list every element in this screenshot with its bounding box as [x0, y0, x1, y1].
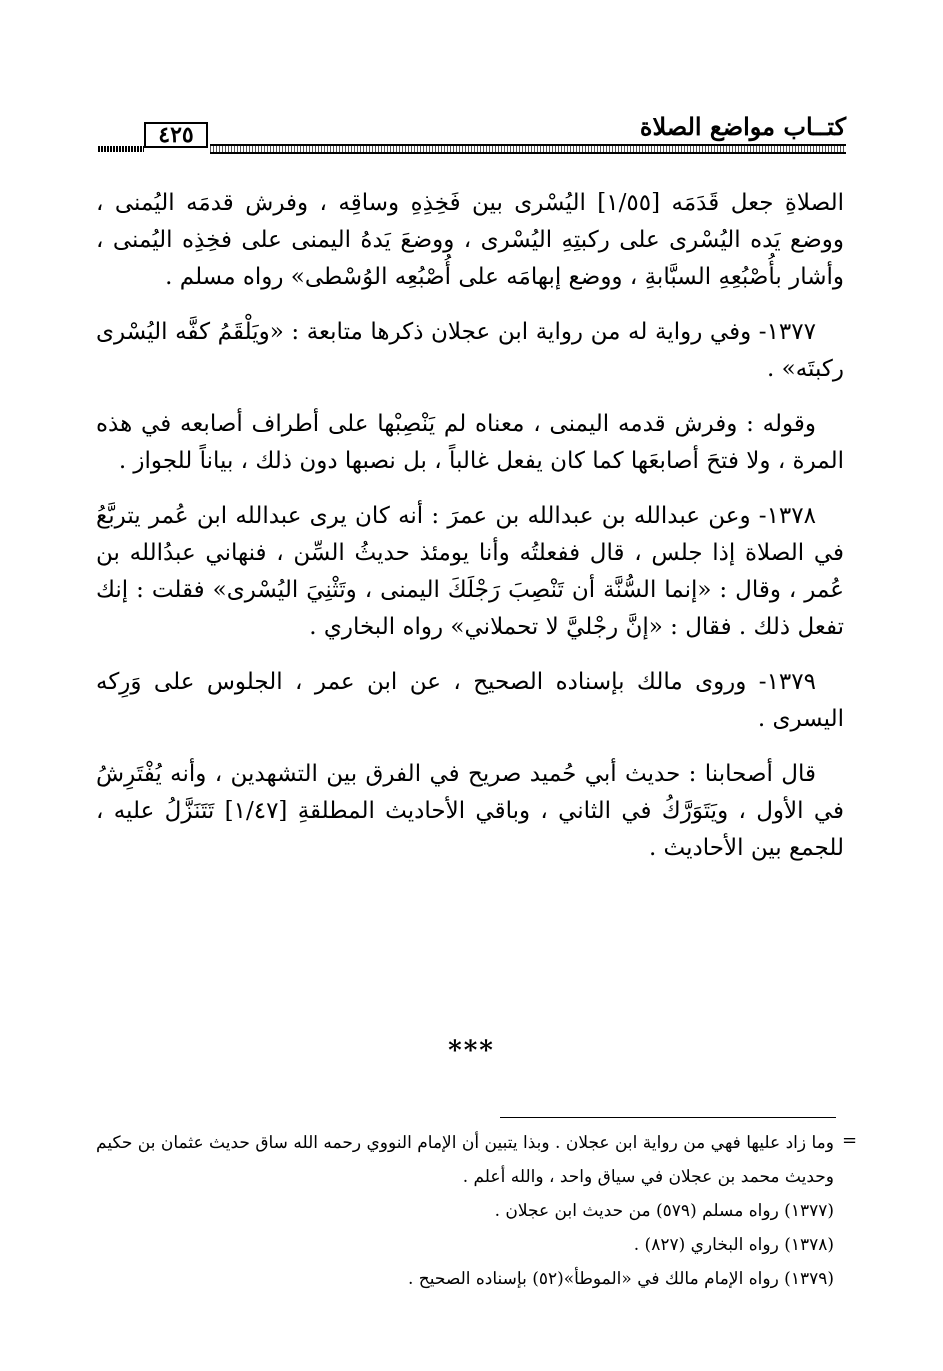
- footnote-1377: (١٣٧٧) رواه مسلم (٥٧٩) من حديث ابن عجلان .: [494, 1201, 834, 1221]
- header-rule-left: [98, 146, 144, 152]
- hadith-1378: ١٣٧٨- وعن عبدالله بن عبدالله بن عمرَ : أنه كان يرى عبدالله ابن عُمر يتربَّعُ في الصلاة إذا جلس ، قال ففعلتُه وأنا يومئذ حديثُ السِّن ، فنهاني عبدُالله بن عُمر ، وقال : «إنما السُّنَّة أن تَنْصِبَ رَجْلَكَ اليمنى ، وتَثْنِيَ اليُسْرى» فقلت : إنك تفعل ذلك . فقال : «إنَّ رجْليَّ لا تحملاني» رواه البخاري .: [96, 503, 844, 640]
- hadith-1377: ١٣٧٧- وفي رواية له من رواية ابن عجلان ذكرها متابعة : «ويَلْقَمُ كفَّه اليُسْرى ركبتَه» .: [96, 319, 844, 382]
- paragraph-continuation: الصلاةِ جعل قَدَمَه [١/٥٥] اليُسْرى بين فَخِذِهِ وساقِه ، وفرش قدمَه اليُمنى ، ووضع يَده اليُسْرى على ركبتِهِ اليُسْرى ، ووضعَ يَدهُ اليمنى على فخِذِه اليُمنى ، وأشار بأُصْبُعِهِ السبَّابةِ ، ووضع إبهامَه على أُصْبُعِه الوُسْطى» رواه مسلم .: [96, 190, 845, 290]
- running-title: كتــاب مواضع الصلاة: [639, 112, 846, 141]
- footnote-1379: (١٣٧٩) رواه الإمام مالك في «الموطأ»(٥٢) بإسناده الصحيح .: [407, 1269, 834, 1289]
- page-header: [98, 108, 846, 158]
- footnote-1378: (١٣٧٨) رواه البخاري (٨٢٧) .: [633, 1235, 834, 1255]
- hadith-1379: ١٣٧٩- وروى مالك بإسناده الصحيح ، عن ابن عمر ، الجلوس على وَرِكه اليسرى .: [96, 669, 844, 732]
- footnotes: [96, 1126, 834, 1296]
- page-number: ٤٢٥: [144, 122, 208, 148]
- footnote-continuation: وما زاد عليها فهي من رواية ابن عجلان . وبذا يتبين أن الإمام النووي رحمه الله ساق حديث عثمان بن حكيم وحديث محمد بن عجلان في سياق واحد ، والله أعلم .: [96, 1133, 834, 1187]
- commentary-paragraph: وقوله : وفرش قدمه اليمنى ، معناه لم يَنْصِبْها على أطراف أصابعه في هذه المرة ، ولا فتحَ أصابعَها كما كان يفعل غالباً ، بل نصبها دون ذلك ، بياناً للجواز .: [96, 411, 844, 474]
- section-separator: ***: [448, 1036, 495, 1066]
- main-text: [96, 185, 844, 885]
- footnote-divider: [500, 1117, 836, 1118]
- commentary-companions: قال أصحابنا : حديث أبي حُميد صريح في الفرق بين التشهدين ، وأنه يُفْتَرِشُ في الأول ، ويَتَوَرَّكُ في الثاني ، وباقي الأحاديث المطلقةِ [١/٤٧] تَتَنَزَّلُ عليه ، للجمع بين الأحاديث .: [96, 761, 845, 861]
- footnote-continuation-mark: =: [842, 1130, 858, 1151]
- header-rule-right: [210, 144, 846, 152]
